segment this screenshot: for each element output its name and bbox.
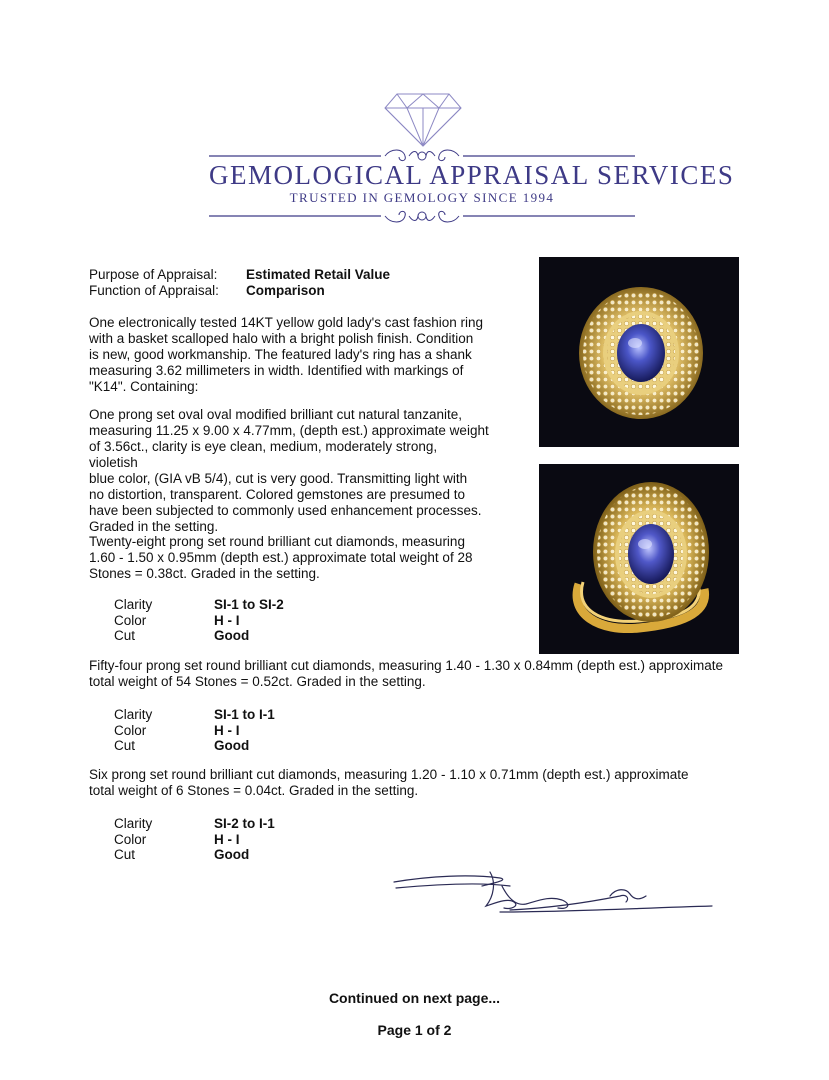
description-line: is new, good workmanship. The featured lady's ring has a shank [89,347,472,362]
clarity-value: SI-1 to I-1 [214,707,275,722]
color-value: H - I [214,612,240,628]
diamond-group-2-specs [114,707,275,754]
center-stone-description [89,407,489,535]
cut-value: Good [214,847,250,862]
color-label: Color [114,612,147,628]
color-row [114,723,275,739]
diamond-group-line: total weight of 54 Stones = 0.52ct. Graded in the setting. [89,674,426,689]
clarity-row [114,597,284,613]
page-number: Page 1 of 2 [377,1022,452,1038]
description-line: "K14". Containing: [89,379,199,394]
color-label: Color [114,831,147,847]
cut-row [114,628,284,644]
description-line: One electronically tested 14KT yellow gold lady's cast fashion ring [89,315,484,330]
ring-description [89,315,489,395]
center-stone-line: One prong set oval oval modified brilliant cut natural tanzanite, [89,407,462,422]
description-line: with a basket scalloped halo with a bright polish finish. Condition [89,331,474,346]
ring-photo-top [539,257,739,447]
cut-row [114,738,275,754]
center-stone-line: of 3.56ct., clarity is eye clean, medium, moderately strong, violetish [89,439,438,470]
cut-label: Cut [114,738,136,753]
purpose-row [89,267,390,283]
description-line: measuring 3.62 millimeters in width. Identified with markings of [89,363,464,378]
color-row [114,613,284,629]
color-value: H - I [214,831,240,847]
appraiser-signature [390,868,720,918]
center-stone-line: blue color, (GIA vB 5/4), cut is very good. Transmitting light with [89,471,468,486]
cut-row [114,847,275,863]
diamond-group-3-specs [114,816,275,863]
color-label: Color [114,722,147,738]
clarity-value: SI-1 to SI-2 [214,597,284,612]
logo-diamond-icon [383,92,463,148]
center-stone-line: have been subjected to commonly used enhancement processes. [89,503,482,518]
color-row [114,832,275,848]
center-stone-line: Graded in the setting. [89,519,219,534]
center-stone-line: measuring 11.25 x 9.00 x 4.77mm, (depth est.) approximate weight [89,423,489,438]
continued-notice: Continued on next page... [328,990,501,1006]
cut-value: Good [214,628,250,643]
cut-label: Cut [114,847,136,862]
diamond-group-2-description [89,658,739,690]
diamond-group-1-specs [114,597,284,644]
diamond-group-line: Six prong set round brilliant cut diamonds, measuring 1.20 - 1.10 x 0.71mm (depth est.) approximate [89,767,689,782]
purpose-label: Purpose of Appraisal: [89,267,218,282]
color-value: H - I [214,722,240,738]
company-name: GEMOLOGICAL APPRAISAL SERVICES [209,160,735,190]
diamond-group-1-description [89,534,489,582]
diamond-group-line: 1.60 - 1.50 x 0.95mm (depth est.) approximate total weight of 28 [89,550,473,565]
company-tagline: TRUSTED IN GEMOLOGY SINCE 1994 [289,190,555,205]
diamond-group-line: Stones = 0.38ct. Graded in the setting. [89,566,320,581]
clarity-row [114,707,275,723]
cut-value: Good [214,738,250,753]
diamond-group-line: Fifty-four prong set round brilliant cut diamonds, measuring 1.40 - 1.30 x 0.84mm (depth est.) approximate [89,658,724,673]
clarity-row [114,816,275,832]
cut-label: Cut [114,628,136,643]
function-row [89,283,390,299]
function-value: Comparison [246,283,325,298]
appraisal-meta [89,267,390,299]
center-stone-line: no distortion, transparent. Colored gemstones are presumed to [89,487,465,502]
diamond-group-3-description [89,767,739,799]
purpose-value: Estimated Retail Value [246,267,391,282]
ring-photo-angled [539,464,739,654]
header-rule-bottom [209,206,635,226]
clarity-label: Clarity [114,707,153,722]
diamond-group-line: Twenty-eight prong set round brilliant cut diamonds, measuring [89,534,465,549]
clarity-label: Clarity [114,597,153,612]
diamond-group-line: total weight of 6 Stones = 0.04ct. Graded in the setting. [89,783,419,798]
function-label: Function of Appraisal: [89,283,219,298]
clarity-value: SI-2 to I-1 [214,816,275,831]
clarity-label: Clarity [114,816,153,831]
